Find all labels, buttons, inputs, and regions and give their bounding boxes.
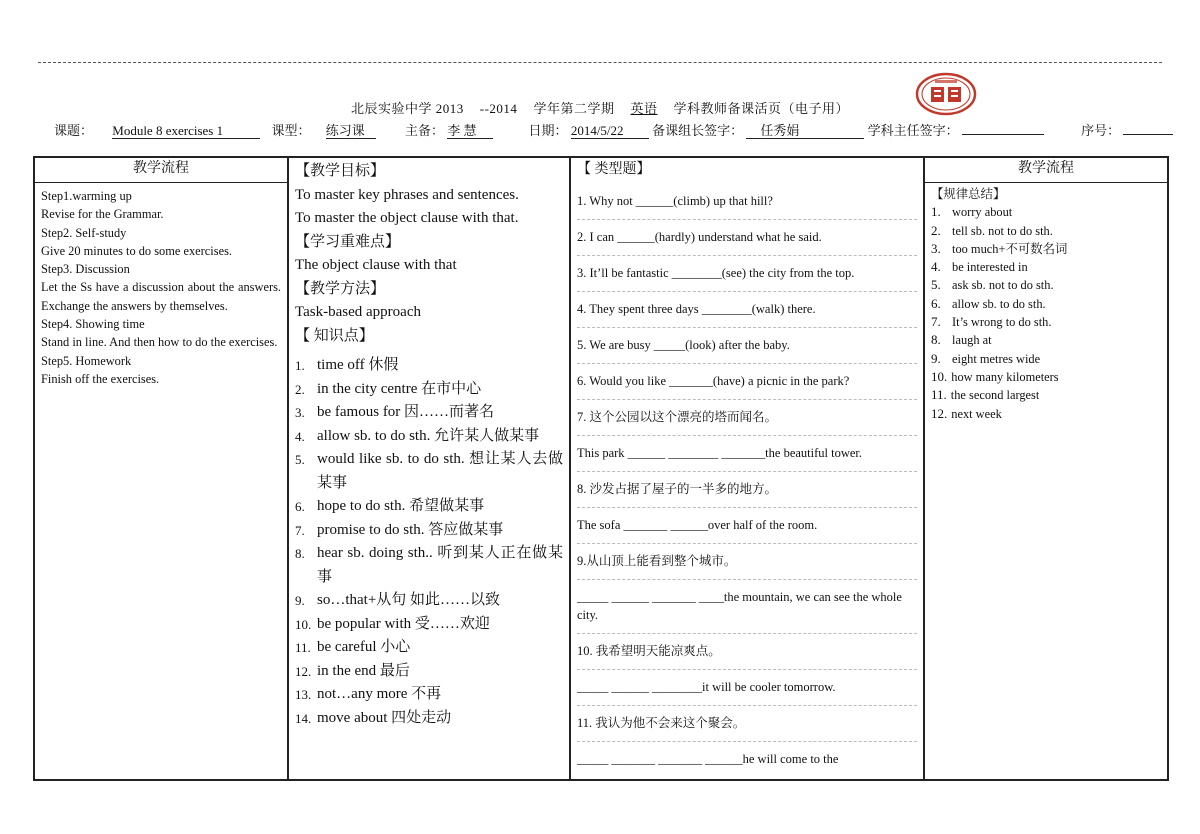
exercise-line: 4. They spent three days ________(walk) there.: [577, 292, 917, 328]
header-rule: [38, 62, 1162, 63]
exercise-line: 1. Why not ______(climb) up that hill?: [577, 184, 917, 220]
difficulty-heading: 【学习重难点】: [295, 233, 401, 250]
exercise-line: 8. 沙发占据了屋子的一半多的地方。: [577, 472, 917, 508]
summary-column-heading: 教学流程: [925, 158, 1167, 183]
summary-heading: 【规律总结】: [931, 187, 1006, 201]
step-line: Step4. Showing time: [41, 317, 145, 332]
step-line: Step5. Homework: [41, 353, 132, 368]
list-item: 14. move about 四处走动: [295, 709, 452, 726]
exercise-line: 2. I can ______(hardly) understand what he said.: [577, 220, 917, 256]
lesson-info-row: 课题： Module 8 exercises 1 课型： 练习课 主备： 李 慧 日期： 2014/5/22 备课组长签字： 任秀娟 学科主任签字： 序号：: [54, 120, 1154, 139]
exercise-line: This park ______ ________ _______the beautiful tower.: [577, 436, 917, 472]
exercise-line: 6. Would you like _______(have) a picnic in the park?: [577, 364, 917, 400]
step-line: Step3. Discussion: [41, 262, 130, 277]
list-item: 7. It’s wrong to do sth.: [931, 314, 1052, 330]
procedure-column: [34, 157, 288, 780]
list-item: 3. too much+不可数名词: [931, 240, 1068, 256]
list-item: 10. how many kilometers: [931, 368, 1059, 384]
list-item: 5. would like sb. to do sth. 想让某人去做某事: [295, 451, 563, 491]
exercise-line: 7. 这个公园以这个漂亮的塔而闻名。: [577, 400, 917, 436]
group-leader-signature: 任秀娟: [746, 124, 864, 139]
list-item: 6. hope to do sth. 希望做某事: [295, 498, 485, 514]
exercises-column: [570, 157, 924, 780]
step-line: Revise for the Grammar.: [41, 207, 164, 222]
goal-heading: 【教学目标】: [295, 163, 386, 179]
topic-field: Module 8 exercises 1: [112, 124, 260, 139]
list-item: 9. so…that+从句 如此……以致: [295, 592, 501, 608]
step-line: Give 20 minutes to do some exercises.: [41, 243, 232, 258]
exercise-line: _____ ______ ________it will be cooler tomorrow.: [577, 670, 917, 706]
step-line: Step2. Self-study: [41, 225, 127, 240]
list-item: 8. laugh at: [931, 332, 992, 348]
knowledge-list: [295, 354, 563, 730]
objectives-column: [288, 157, 570, 780]
summary-column: [924, 157, 1168, 780]
list-item: 1. time off 休假: [295, 357, 399, 373]
list-item: 9. eight metres wide: [931, 350, 1041, 366]
list-item: 2. in the city centre 在市中心: [295, 380, 482, 397]
step-line: Let the Ss have a discussion about the answers. Exchange the answers by themselves.: [41, 280, 281, 313]
exercise-line: 3. It’ll be fantastic ________(see) the city from the top.: [577, 256, 917, 292]
exercise-line: 11. 我认为他不会来这个聚会。: [577, 706, 917, 742]
difficulty-text: The object clause with that: [295, 257, 457, 273]
list-item: 13. not…any more 不再: [295, 686, 442, 702]
presenter-field: 李 慧: [447, 124, 493, 139]
list-item: 5. ask sb. not to do sth.: [931, 277, 1054, 293]
list-item: 2. tell sb. not to do sth.: [931, 222, 1053, 238]
type-field: 练习课: [326, 124, 376, 139]
exercise-line: The sofa _______ ______over half of the room.: [577, 508, 917, 544]
lesson-plan-table: [33, 156, 1169, 781]
list-item: 6. allow sb. to do sth.: [931, 295, 1046, 311]
list-item: 4. allow sb. to do sth. 允许某人做某事: [295, 427, 540, 444]
list-item: 3. be famous for 因……而著名: [295, 404, 495, 420]
list-item: 10. be popular with 受……欢迎: [295, 615, 490, 632]
goal-item: To master the object clause with that.: [295, 210, 519, 226]
step-line: Stand in line. And then how to do the exercises.: [41, 335, 278, 350]
step-line: Step1.warming up: [41, 189, 132, 203]
serial-field: [1123, 134, 1173, 135]
list-item: 7. promise to do sth. 答应做某事: [295, 521, 504, 538]
list-item: 11. the second largest: [931, 387, 1040, 403]
list-item: 12. in the end 最后: [295, 662, 410, 679]
director-signature: [962, 134, 1044, 135]
procedure-heading: 教学流程: [35, 158, 287, 183]
step-line: Finish off the exercises.: [41, 371, 160, 386]
exercise-line: _____ _______ _______ ______he will come to the: [577, 752, 839, 766]
date-field: 2014/5/22: [571, 124, 649, 139]
summary-list: [931, 203, 1161, 423]
list-item: 12. next week: [931, 405, 1002, 421]
list-item: 11. be careful 小心: [295, 639, 411, 655]
knowledge-heading: 【 知识点】: [295, 327, 374, 344]
exercise-heading: 【 类型题】: [577, 162, 651, 177]
method-text: Task-based approach: [295, 304, 421, 320]
list-item: 1. worry about: [931, 204, 1013, 220]
page-title: 北辰实验中学 2013 --2014 学年第二学期 英语 学科教师备课活页（电子用）: [351, 101, 849, 116]
exercise-line: _____ ______ _______ ____the mountain, we can see the whole city.: [577, 580, 917, 634]
exercise-line: 5. We are busy _____(look) after the baby.: [577, 328, 917, 364]
list-item: 8. hear sb. doing sth.. 听到某人正在做某事: [295, 545, 563, 585]
exercise-line: 10. 我希望明天能凉爽点。: [577, 634, 917, 670]
method-heading: 【教学方法】: [295, 280, 386, 297]
exercise-line: 9.从山顶上能看到整个城市。: [577, 544, 917, 580]
goal-item: To master key phrases and sentences.: [295, 186, 519, 203]
list-item: 4. be interested in: [931, 259, 1028, 275]
